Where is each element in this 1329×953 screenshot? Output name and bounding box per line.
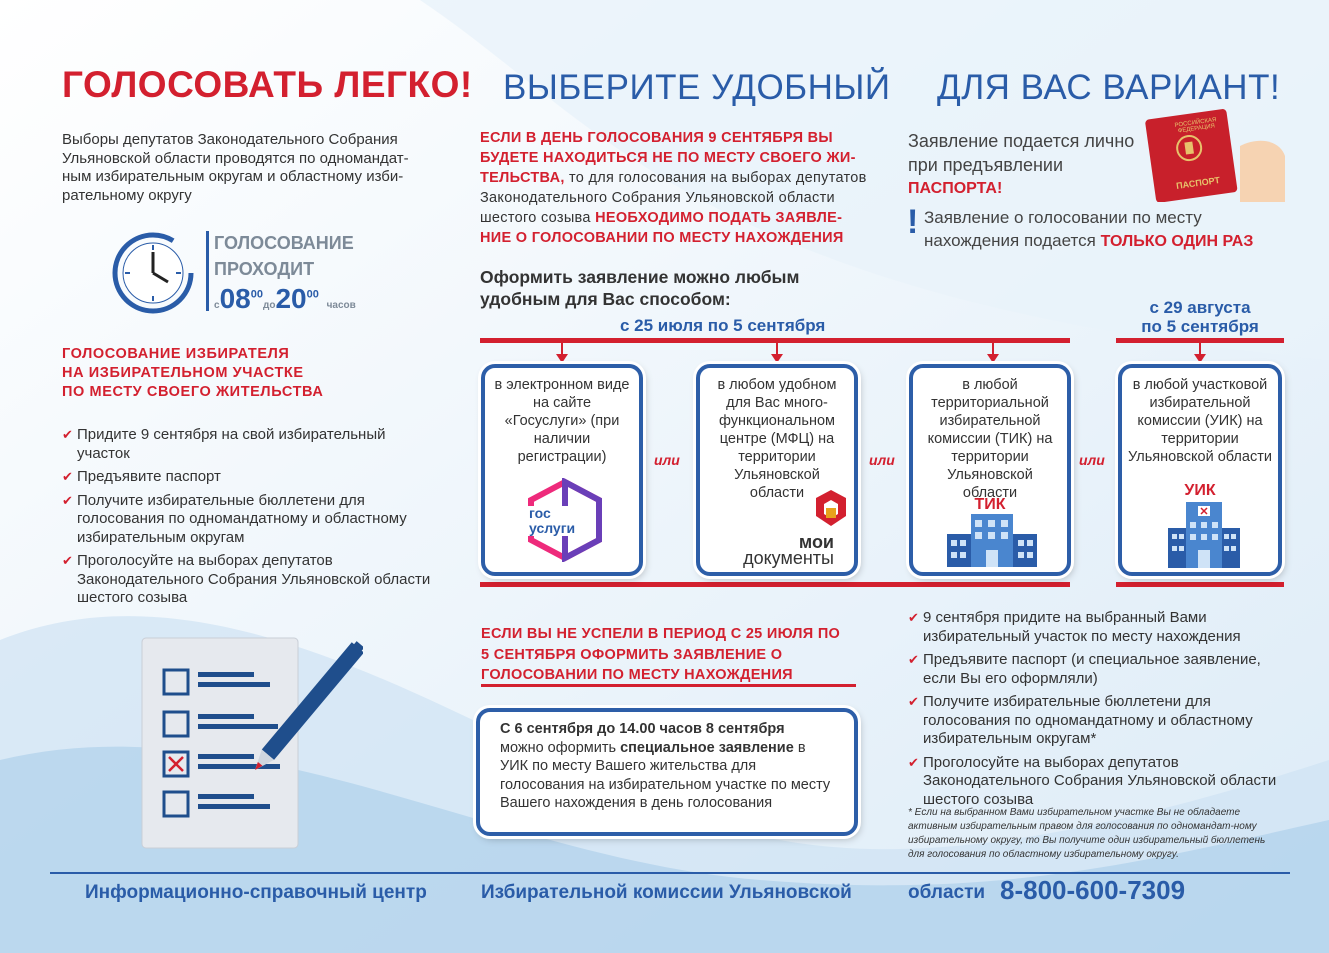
passport-text <box>908 129 1148 201</box>
list-item: ✔ Получите избирательные бюллетени для голосования по одномандатному и областному избирательным округам* <box>908 693 1288 749</box>
location-steps <box>908 609 1288 814</box>
tik-label: ТИК <box>974 496 1006 513</box>
list-item: ✔ Проголосуйте на выборах депутатов Законодательного Собрания Ульяновской области шестого созыва <box>908 754 1288 810</box>
passport-note-plain: Заявление о голосовании по месту нахождения подается <box>924 208 1202 250</box>
late-underline <box>481 684 856 687</box>
clock-to-word: до <box>262 300 276 311</box>
clock-divider <box>206 231 209 311</box>
arrow-down-icon <box>992 343 994 355</box>
arrow-down-icon <box>1199 343 1201 355</box>
card-mfc <box>696 364 858 576</box>
card-text: в любом удобном для Вас много-функциональном центре (МФЦ) на территории Ульяновской области <box>717 377 837 501</box>
building-icon <box>947 512 1037 567</box>
residence-heading-2: НА ИЗБИРАТЕЛЬНОМ УЧАСТКЕ <box>62 365 304 381</box>
intro-text: Выборы депутатов Законодательного Собрания Ульяновской области проводятся по одномандат-ным избирательным округам и областному изби-рательному округу <box>62 131 409 204</box>
passport-text-1: Заявление подается лично при предъявлении <box>908 131 1135 175</box>
center-lead-plain: то для голосования на выборах депутатов Законодательного Собрания Ульяновской области шестого созыва <box>480 170 867 226</box>
ways-heading: Оформить заявление можно любым удобным для Вас способом: <box>480 267 800 309</box>
main-title: ГОЛОСОВАТЬ ЛЕГКО! <box>62 64 473 105</box>
list-item: ✔ 9 сентября придите на выбранный Вами избирательный участок по месту нахождения <box>908 609 1288 646</box>
subtitle-part-2: ДЛЯ ВАС ВАРИАНТ! <box>937 68 1281 107</box>
center-lead-red: ЕСЛИ В ДЕНЬ ГОЛОСОВАНИЯ 9 СЕНТЯБРЯ ВЫ БУДЕТЕ НАХОДИТЬСЯ НЕ ПО МЕСТУ СВОЕГО ЖИ-ТЕЛЬСТВА, <box>480 130 856 186</box>
clock-label-2: ПРОХОДИТ <box>214 259 315 279</box>
card-tik <box>909 364 1071 576</box>
gosuslugi-logo-2: услуги <box>529 520 576 536</box>
list-item: ✔ Получите избирательные бюллетени для голосования по одномандатному и областному избирательным округам <box>62 492 442 548</box>
period-2-line-bottom <box>1116 582 1284 587</box>
passport-text-red: ПАСПОРТА! <box>908 180 1003 197</box>
mfc-logo-text <box>714 534 834 566</box>
period-2 <box>1120 298 1280 336</box>
center-lead <box>480 128 868 248</box>
ballot-illustration <box>138 630 363 850</box>
late-heading: ЕСЛИ ВЫ НЕ УСПЕЛИ В ПЕРИОД С 25 ИЮЛЯ ПО 5 СЕНТЯБРЯ ОФОРМИТЬ ЗАЯВЛЕНИЕ О ГОЛОСОВАНИИ ПО МЕСТУ НАХОЖДЕНИЯ <box>481 626 841 683</box>
or-label: или <box>869 452 895 468</box>
phone-number[interactable]: 8-800-600-7309 <box>1000 875 1186 905</box>
clock-from-hour: 08 <box>219 283 251 314</box>
footer-part-3: области <box>908 882 986 903</box>
arrow-down-icon <box>561 343 563 355</box>
card-gosuslugi <box>481 364 643 576</box>
clock-to-hour: 20 <box>275 283 307 314</box>
footer-divider <box>50 872 1290 874</box>
building-icon <box>1168 498 1240 568</box>
mfc-logo-icon <box>814 488 848 528</box>
passport-note-red: ТОЛЬКО ОДИН РАЗ <box>1100 233 1254 250</box>
clock-from-min: 00 <box>250 288 263 301</box>
mfc-logo-1: мои <box>798 532 834 552</box>
residence-steps <box>62 426 442 613</box>
list-item: ✔ Проголосуйте на выборах депутатов Законодательного Собрания Ульяновской области шестого созыва <box>62 552 442 608</box>
card-text: в электронном виде на сайте «Госуслуги» (при наличии регистрации) <box>494 377 630 465</box>
card-text: в любой территориальной избирательной комиссии (ТИК) на территории Ульяновской области <box>927 377 1053 501</box>
passport-note <box>924 206 1284 253</box>
footer-part-2: Избирательной комиссии Ульяновской <box>481 882 852 903</box>
period-2-line-1: с 29 августа <box>1149 298 1251 317</box>
center-lead-red-2: НЕОБХОДИМО ПОДАТЬ ЗАЯВЛЕ-НИЕ О ГОЛОСОВАНИИ ПО МЕСТУ НАХОЖДЕНИЯ <box>480 210 844 246</box>
residence-heading <box>62 345 323 402</box>
uik-label: УИК <box>1184 482 1216 499</box>
period-line-bottom <box>480 582 1070 587</box>
late-box-bold: С 6 сентября до 14.00 часов 8 сентября <box>500 721 785 737</box>
clock-hours <box>214 283 356 315</box>
gosuslugi-logo-1: гос <box>529 505 551 521</box>
list-item: ✔ Придите 9 сентября на свой избирательный участок <box>62 426 442 463</box>
passport-label: ПАСПОРТ <box>1175 174 1221 192</box>
mfc-logo-2: документы <box>743 548 834 568</box>
footer-part-1: Информационно-справочный центр <box>85 882 427 903</box>
card-uik <box>1118 364 1282 576</box>
or-label: или <box>654 452 680 468</box>
subtitle-part-1: ВЫБЕРИТЕ УДОБНЫЙ <box>503 68 891 107</box>
list-item: ✔ Предъявите паспорт (и специальное заявление, если Вы его оформляли) <box>908 651 1288 688</box>
or-label: или <box>1079 452 1105 468</box>
card-text: в любой участковой избирательной комиссии (УИК) на территории Ульяновской области <box>1128 377 1272 465</box>
exclamation-icon: ! <box>907 203 919 241</box>
passport-top-text: РОССИЙСКАЯ ФЕДЕРАЦИЯ <box>1174 117 1217 135</box>
arrow-down-icon <box>776 343 778 355</box>
late-box <box>476 708 858 836</box>
list-item: ✔ Предъявите паспорт <box>62 468 442 487</box>
period-2-line-2: по 5 сентября <box>1141 317 1259 336</box>
clock-label <box>214 230 354 282</box>
clock-to-min: 00 <box>306 288 319 301</box>
period-line-top <box>480 338 1070 343</box>
clock-from-word: с <box>214 300 220 311</box>
clock-label-1: ГОЛОСОВАНИЕ <box>214 233 354 253</box>
residence-heading-1: ГОЛОСОВАНИЕ ИЗБИРАТЕЛЯ <box>62 346 290 362</box>
period-1: с 25 июля по 5 сентября <box>620 316 826 335</box>
late-box-plain-1: можно оформить <box>500 739 621 756</box>
residence-heading-3: ПО МЕСТУ СВОЕГО ЖИТЕЛЬСТВА <box>62 384 324 400</box>
clock-icon <box>110 230 196 316</box>
late-box-plain-2: в УИК по месту Вашего жительства для голосования на избирательном участке по месту Вашего нахождения в день голосования <box>500 739 831 811</box>
footnote: * Если на выбранном Вами избирательном участке Вы не обладаете активным избирательным правом для голосования по одномандат-ному избирательному округу, то Вы получите один избирательный бюллетень для голосования по областному избирательному округу. <box>908 807 1266 860</box>
gosuslugi-logo-text <box>527 506 577 536</box>
passport-icon <box>1140 106 1285 202</box>
clock-hours-word: часов <box>326 300 356 311</box>
late-box-bold-2: специальное заявление <box>620 739 794 756</box>
